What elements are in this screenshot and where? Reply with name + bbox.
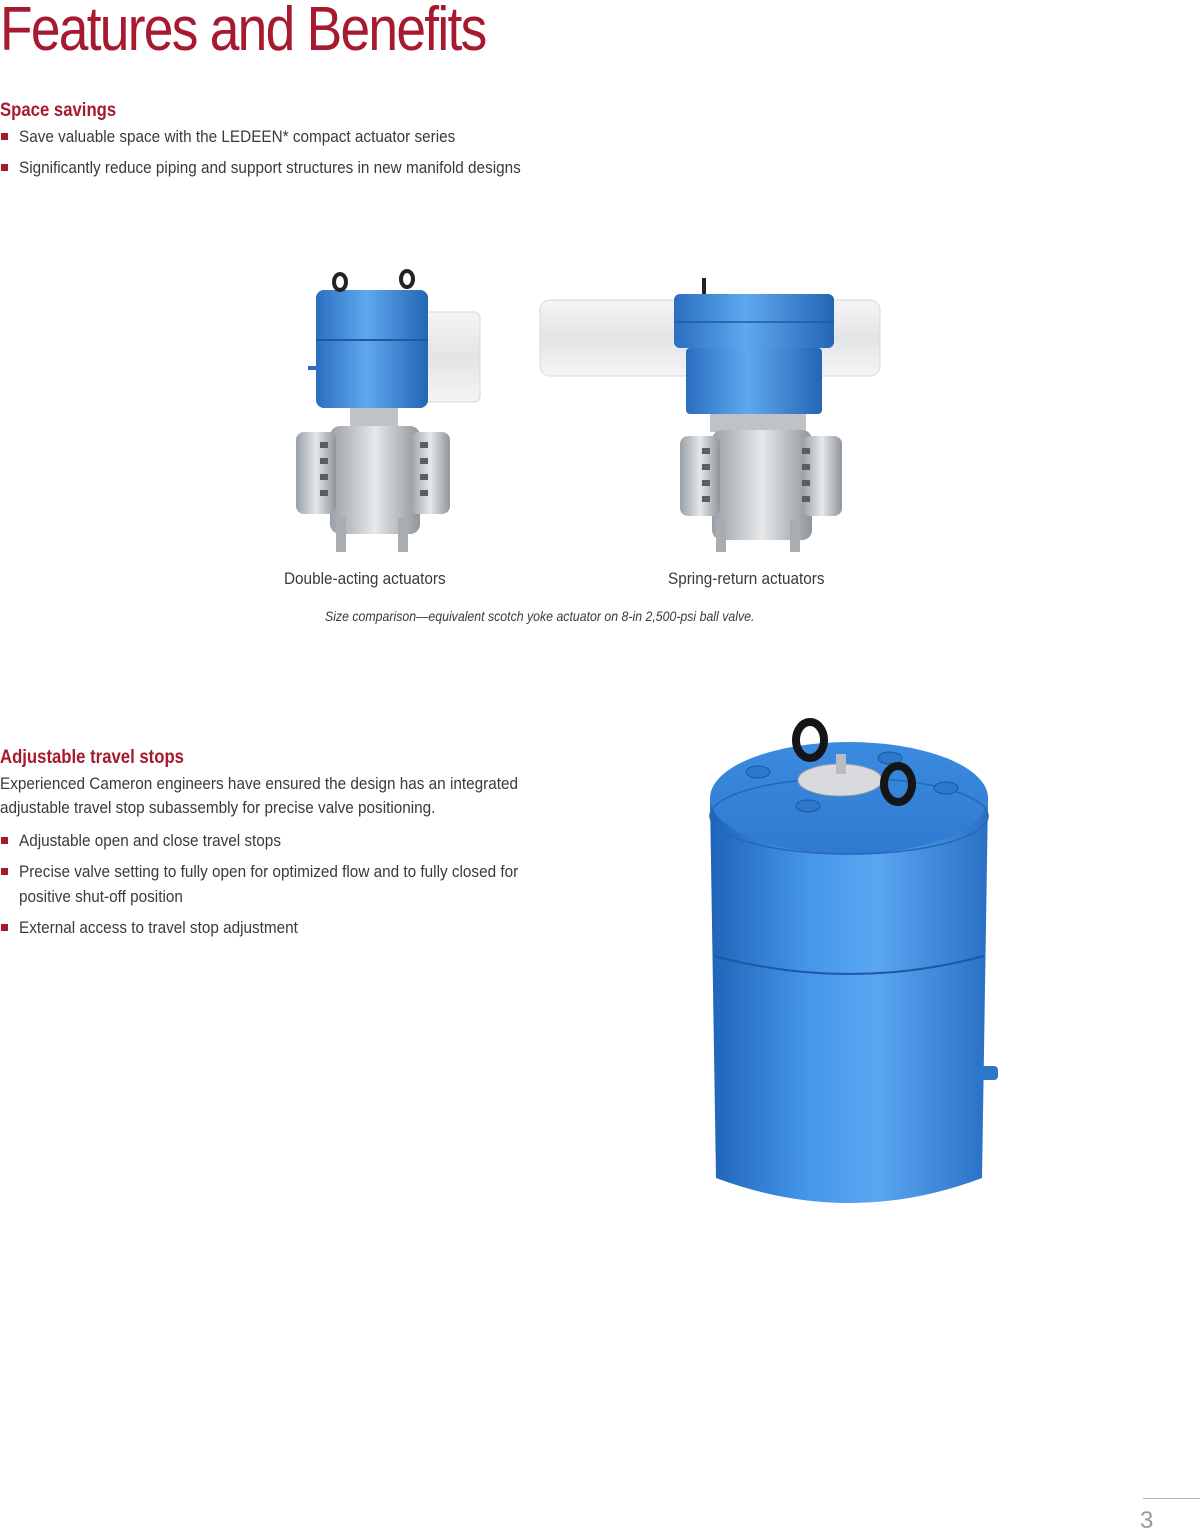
double-acting-actuator-image	[290, 262, 460, 557]
square-bullet-icon	[1, 924, 8, 931]
square-bullet-icon	[1, 868, 8, 875]
actuator-cylinder-image	[700, 718, 1010, 1226]
list-item: Precise valve setting to fully open for optimized flow and to fully closed for positive shut-off position	[0, 859, 599, 909]
list-item: External access to travel stop adjustment	[0, 915, 599, 940]
travel-stops-heading: Adjustable travel stops	[0, 747, 184, 768]
travel-stops-paragraph: Experienced Cameron engineers have ensured the design has an integrated adjustable travel stop subassembly for precise valve positioning.	[0, 774, 519, 817]
square-bullet-icon	[1, 837, 8, 844]
double-acting-label: Double-acting actuators	[284, 569, 446, 588]
page-rule	[1143, 1498, 1200, 1499]
figure-caption: Size comparison—equivalent scotch yoke actuator on 8-in 2,500-psi ball valve.	[325, 608, 755, 624]
travel-stops-list	[0, 828, 599, 946]
space-savings-heading: Space savings	[0, 100, 117, 121]
square-bullet-icon	[1, 164, 8, 171]
space-savings-list	[0, 124, 577, 186]
list-item: Significantly reduce piping and support structures in new manifold designs	[0, 155, 577, 180]
spring-return-label: Spring-return actuators	[668, 569, 825, 588]
page-number: 3	[1140, 1507, 1154, 1534]
page-title: Features and Benefits	[0, 0, 486, 64]
spring-return-actuator-image	[540, 272, 880, 557]
list-item: Save valuable space with the LEDEEN* compact actuator series	[0, 124, 577, 149]
list-item: Adjustable open and close travel stops	[0, 828, 599, 853]
square-bullet-icon	[1, 133, 8, 140]
